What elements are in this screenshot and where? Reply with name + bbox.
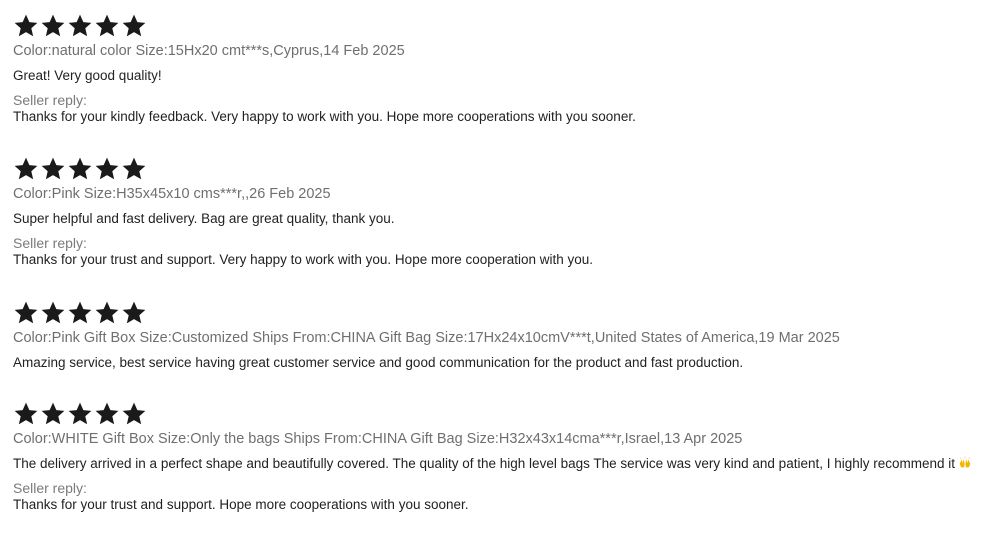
review-meta: Color:Pink Gift Box Size:Customized Ships From:CHINA Gift Bag Size:17Hx24x10cmV***t,United States of America,19 Mar 2025 — [13, 330, 840, 346]
seller-reply-text: Thanks for your kindly feedback. Very happy to work with you. Hope more cooperations with you sooner. — [13, 109, 636, 124]
review-text: Amazing service, best service having great customer service and good communication for the product and fast production. — [13, 355, 744, 370]
review-meta: Color:WHITE Gift Box Size:Only the bags Ships From:CHINA Gift Bag Size:H32x43x14cma***r,Israel,13 Apr 2025 — [13, 431, 743, 447]
review-item — [13, 300, 840, 372]
star-icon — [13, 300, 39, 326]
seller-reply-text: Thanks for your trust and support. Hope more cooperations with you sooner. — [13, 497, 469, 512]
review-meta: Color:Pink Size:H35x45x10 cms***r,,26 Feb 2025 — [13, 186, 331, 202]
star-rating — [13, 401, 972, 427]
seller-reply-text: Thanks for your trust and support. Very happy to work with you. Hope more cooperation with you. — [13, 252, 594, 267]
review-item — [13, 401, 972, 514]
star-icon — [67, 156, 93, 182]
review-text-row — [13, 455, 972, 473]
star-icon — [40, 13, 66, 39]
star-rating — [13, 156, 593, 182]
star-rating — [13, 13, 636, 39]
star-icon — [40, 300, 66, 326]
raised-hands-icon — [958, 456, 972, 470]
star-icon — [40, 401, 66, 427]
star-rating — [13, 300, 840, 326]
star-icon — [13, 156, 39, 182]
star-icon — [13, 13, 39, 39]
star-icon — [67, 13, 93, 39]
seller-reply-label: Seller reply: — [13, 480, 87, 496]
seller-reply-label: Seller reply: — [13, 235, 87, 251]
review-item — [13, 13, 636, 126]
review-text: Super helpful and fast delivery. Bag are great quality, thank you. — [13, 211, 395, 226]
star-icon — [121, 401, 147, 427]
star-icon — [67, 300, 93, 326]
star-icon — [121, 300, 147, 326]
star-icon — [94, 156, 120, 182]
star-icon — [94, 401, 120, 427]
seller-reply-label: Seller reply: — [13, 92, 87, 108]
star-icon — [121, 13, 147, 39]
review-meta: Color:natural color Size:15Hx20 cmt***s,Cyprus,14 Feb 2025 — [13, 43, 405, 59]
star-icon — [13, 401, 39, 427]
star-icon — [94, 300, 120, 326]
star-icon — [40, 156, 66, 182]
star-icon — [121, 156, 147, 182]
review-item — [13, 156, 593, 269]
review-text: Great! Very good quality! — [13, 68, 162, 83]
review-text: The delivery arrived in a perfect shape and beautifully covered. The quality of the high level bags The service was very kind and patient, I highly recommend it — [13, 456, 956, 471]
star-icon — [67, 401, 93, 427]
star-icon — [94, 13, 120, 39]
